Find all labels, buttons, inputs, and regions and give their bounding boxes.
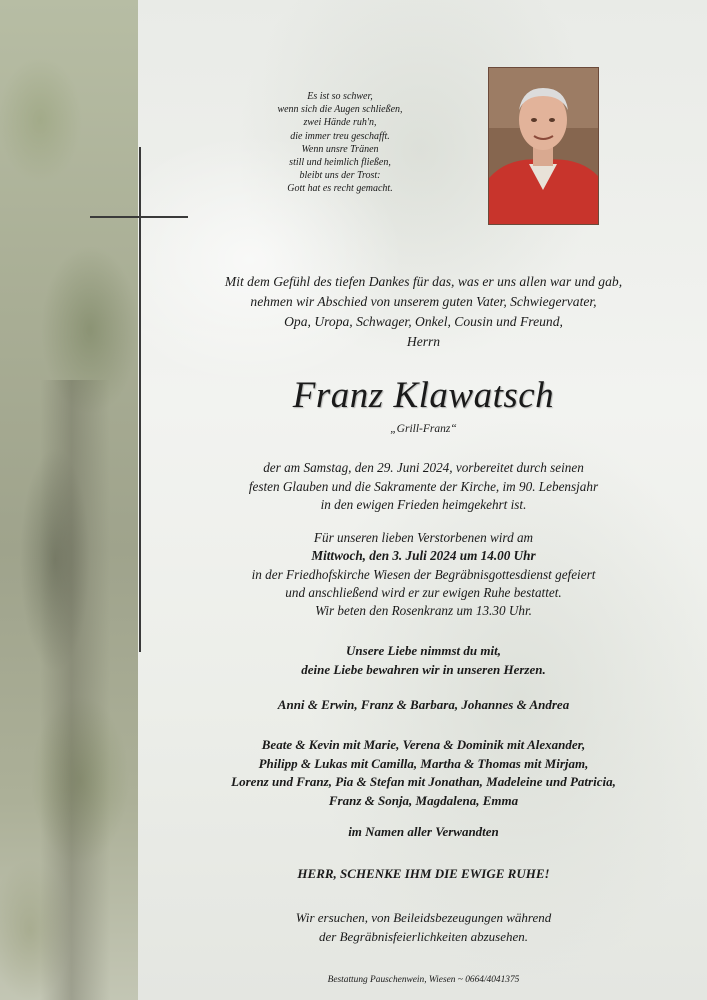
portrait-illustration: [489, 68, 598, 224]
cross-horizontal-bar: [90, 216, 188, 218]
prayer-line: HERR, SCHENKE IHM DIE EWIGE RUHE!: [297, 866, 550, 881]
intro-line: Opa, Uropa, Schwager, Onkel, Cousin und Freund,: [284, 314, 563, 329]
intro-line: nehmen wir Abschied von unserem guten Vater, Schwiegervater,: [250, 294, 597, 309]
poem-line: wenn sich die Augen schließen,: [277, 104, 403, 116]
request-line: der Begräbnisfeierlichkeiten abzusehen.: [318, 928, 529, 944]
funeral-line: und anschließend wird er zur ewigen Ruhe bestattet.: [285, 584, 562, 600]
funeral-date-time: Mittwoch, den 3. Juli 2024 um 14.00 Uhr: [311, 548, 536, 564]
rosary-time: Wir beten den Rosenkranz um 13.30 Uhr.: [315, 603, 532, 619]
funeral-home-footer: Bestattung Pauschenwein, Wiesen ~ 0664/4041375: [327, 975, 520, 985]
intro-text: [140, 272, 707, 352]
deceased-name: Franz Klawatsch: [292, 375, 555, 416]
poem-line: bleibt uns der Trost:: [299, 170, 381, 182]
portrait-photo: [488, 67, 599, 225]
grandchildren-line: Lorenz und Franz, Pia & Stefan mit Jonathan, Madeleine und Patricia,: [231, 774, 616, 789]
poem: [220, 90, 460, 196]
love-quote: [140, 642, 707, 679]
request-line: Wir ersuchen, von Beileidsbezeugungen während: [295, 910, 552, 925]
tree-trunk-shading: [40, 380, 110, 1000]
poem-line: Wenn unsre Tränen: [301, 143, 379, 155]
grandchildren-line: Beate & Kevin mit Marie, Verena & Dominik mit Alexander,: [261, 737, 586, 752]
grandchildren-line: Philipp & Lukas mit Camilla, Martha & Thomas mit Mirjam,: [258, 755, 589, 771]
children-names: Anni & Erwin, Franz & Barbara, Johannes & Andrea: [277, 697, 570, 712]
deceased-nickname: „Grill-Franz“: [390, 423, 457, 435]
grandchildren-line: Franz & Sonja, Magdalena, Emma: [328, 792, 519, 808]
poem-line: still und heimlich fließen,: [289, 157, 391, 169]
death-notice-line: in den ewigen Frieden heimgekehrt ist.: [320, 497, 527, 512]
intro-line: Herrn: [406, 334, 441, 349]
tree-photo-strip: [0, 0, 138, 1000]
love-quote-line: deine Liebe bewahren wir in unseren Herzen.: [301, 661, 546, 677]
poem-line: die immer treu geschafft.: [290, 130, 390, 142]
condolence-request: [140, 909, 707, 946]
intro-line: Mit dem Gefühl des tiefen Dankes für das, was er uns allen war und gab,: [224, 274, 623, 289]
funeral-line: Für unseren lieben Verstorbenen wird am: [313, 530, 534, 545]
love-quote-line: Unsere Liebe nimmst du mit,: [346, 643, 501, 658]
poem-line: Es ist so schwer,: [307, 91, 373, 102]
death-notice-line: festen Glauben und die Sakramente der Kirche, im 90. Lebensjahr: [248, 478, 599, 494]
grandchildren-names: [140, 736, 707, 810]
funeral-details: [140, 529, 707, 620]
death-notice-line: der am Samstag, den 29. Juni 2024, vorbereitet durch seinen: [263, 460, 584, 475]
funeral-line: in der Friedhofskirche Wiesen der Begräbnisgottesdienst gefeiert: [251, 566, 596, 582]
poem-line: Gott hat es recht gemacht.: [287, 183, 393, 195]
death-notice: [140, 459, 707, 515]
relatives-line: im Namen aller Verwandten: [348, 824, 499, 839]
poem-line: zwei Hände ruh'n,: [303, 117, 377, 129]
